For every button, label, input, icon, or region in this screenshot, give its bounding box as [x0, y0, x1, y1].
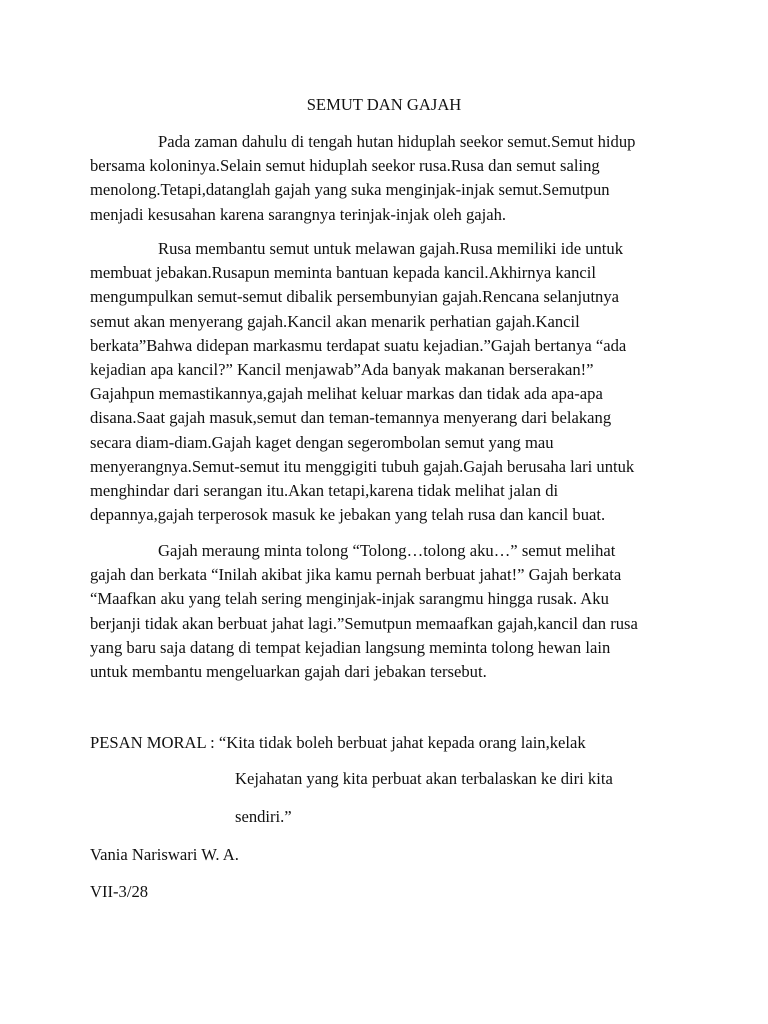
paragraph-line: semut akan menyerang gajah.Kancil akan menarik perhatian gajah.Kancil — [90, 311, 580, 331]
paragraph-line: untuk membantu mengeluarkan gajah dari jebakan tersebut. — [90, 661, 487, 681]
paragraph-line: membuat jebakan.Rusapun meminta bantuan kepada kancil.Akhirnya kancil — [90, 263, 596, 283]
paragraph-line: Gajahpun memastikannya,gajah melihat keluar markas dan tidak ada apa-apa — [90, 384, 603, 404]
story-title: SEMUT DAN GAJAH — [306, 95, 462, 114]
paragraph-line: menyerangnya.Semut-semut itu menggigiti tubuh gajah.Gajah berusaha lari untuk — [90, 456, 635, 476]
paragraph-line: secara diam-diam.Gajah kaget dengan segerombolan semut yang mau — [90, 432, 554, 452]
moral-message-line-2: Kejahatan yang kita perbuat akan terbalaskan ke diri kita — [235, 769, 613, 788]
paragraph-line: yang baru saja datang di tempat kejadian langsung meminta tolong hewan lain — [90, 637, 611, 657]
paragraph-line: kejadian apa kancil?” Kancil menjawab”Ada banyak makanan berserakan!” — [90, 359, 594, 379]
paragraph-line: Rusa membantu semut untuk melawan gajah.Rusa memiliki ide untuk — [158, 239, 624, 258]
moral-message-line-1: PESAN MORAL : “Kita tidak boleh berbuat jahat kepada orang lain,kelak — [90, 733, 586, 752]
paragraph-line: mengumpulkan semut-semut dibalik persembunyian gajah.Rencana selanjutnya — [90, 287, 620, 307]
paragraph-line: Gajah meraung minta tolong “Tolong…tolong aku…” semut melihat — [158, 541, 616, 560]
paragraph-line: bersama koloninya.Selain semut hiduplah seekor rusa.Rusa dan semut saling — [90, 156, 600, 176]
moral-message-line-3: sendiri.” — [235, 807, 292, 826]
paragraph-line: Pada zaman dahulu di tengah hutan hiduplah seekor semut.Semut hidup — [158, 132, 636, 151]
paragraph-line: menolong.Tetapi,datanglah gajah yang suka menginjak-injak semut.Semutpun — [90, 180, 610, 200]
paragraph-line: disana.Saat gajah masuk,semut dan teman-temannya menyerang dari belakang — [90, 408, 612, 428]
paragraph-line: “Maafkan aku yang telah sering menginjak-injak sarangmu hingga rusak. Aku — [90, 589, 609, 609]
paragraph-line: depannya,gajah terperosok masuk ke jebakan yang telah rusa dan kancil buat. — [90, 505, 606, 525]
paragraph-line: gajah dan berkata “Inilah akibat jika kamu pernah berbuat jahat!” Gajah berkata — [90, 565, 622, 585]
paragraph-1 — [90, 130, 680, 227]
paragraph-line: menghindar dari serangan itu.Akan tetapi,karena tidak melihat jalan di — [90, 480, 559, 500]
paragraph-line: berjanji tidak akan berbuat jahat lagi.”Semutpun memaafkan gajah,kancil dan rusa — [90, 613, 638, 633]
paragraph-3 — [90, 539, 680, 684]
paragraph-line: menjadi kesusahan karena sarangnya terinjak-injak oleh gajah. — [90, 204, 507, 224]
class-number: VII-3/28 — [90, 882, 149, 901]
author-name: Vania Nariswari W. A. — [90, 845, 239, 864]
paragraph-line: berkata”Bahwa didepan markasmu terdapat suatu kejadian.”Gajah bertanya “ada — [90, 335, 627, 355]
paragraph-2 — [90, 237, 680, 527]
